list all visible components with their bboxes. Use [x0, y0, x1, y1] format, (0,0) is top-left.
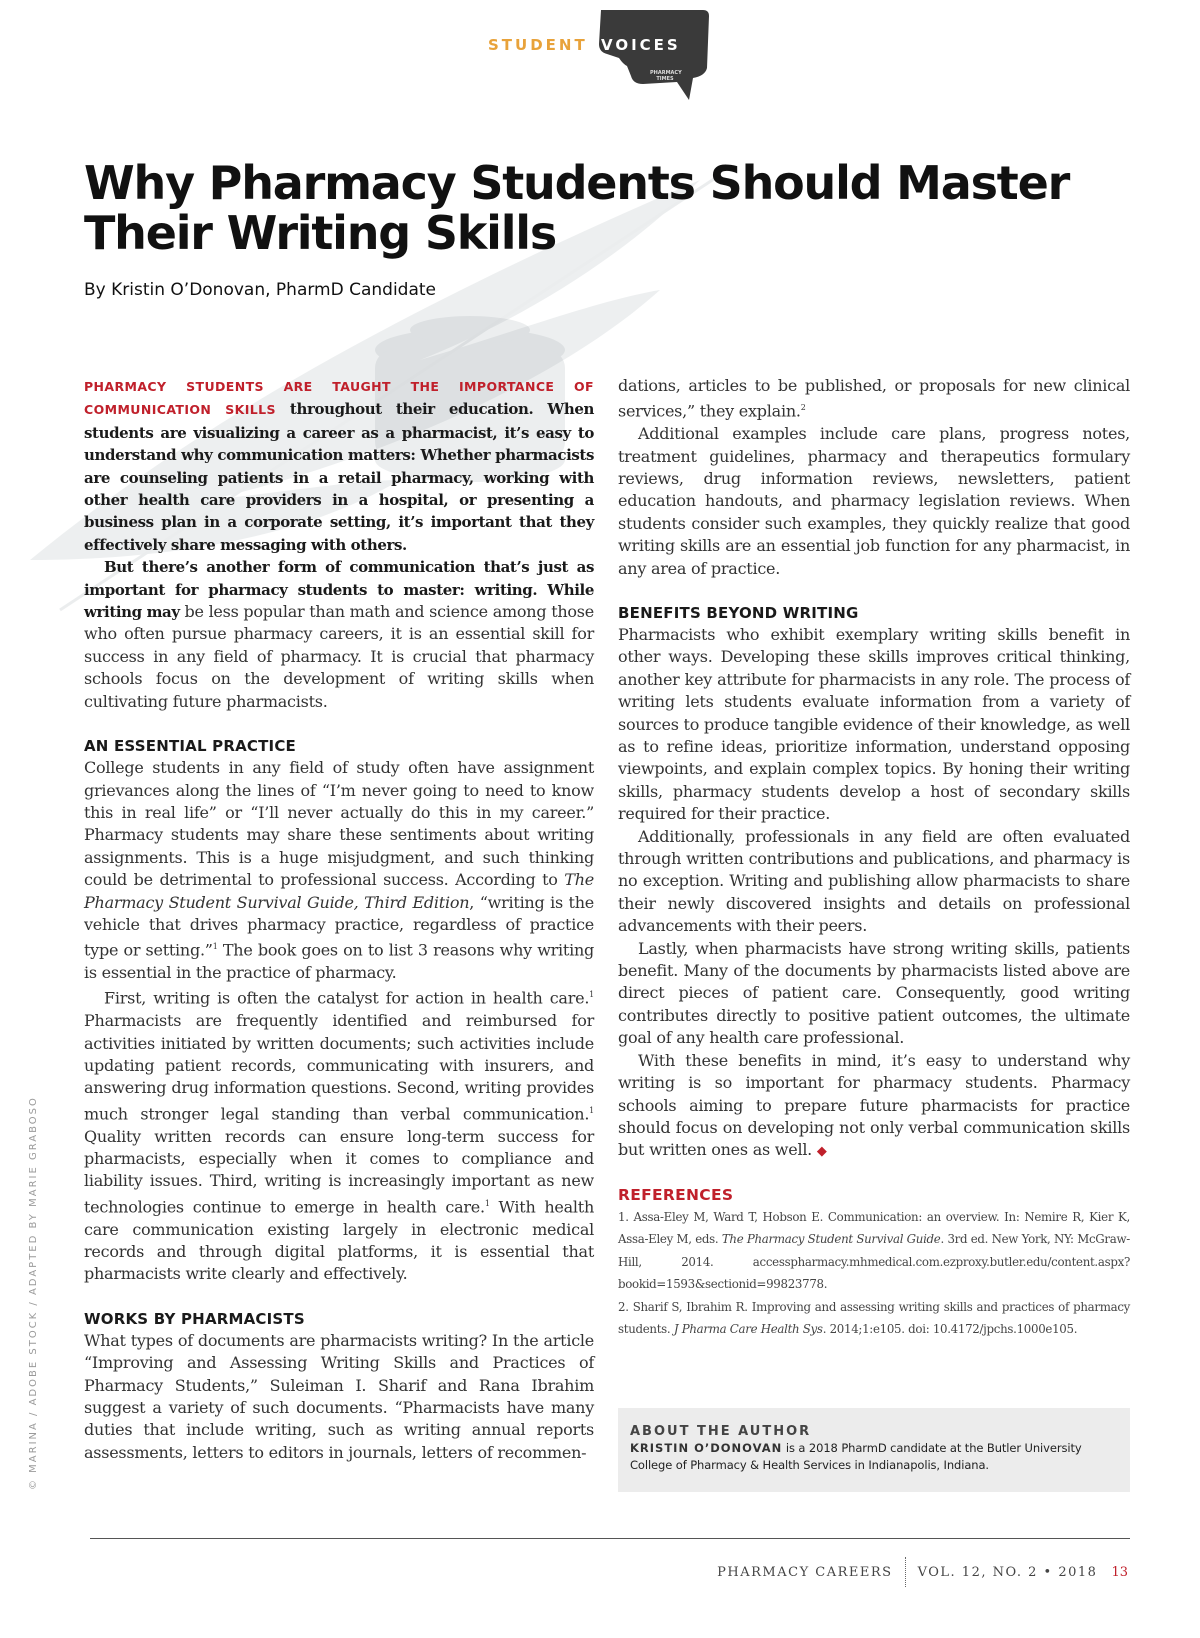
author-name: KRISTIN O’DONOVAN — [630, 1441, 783, 1455]
about-the-author-box — [618, 1408, 1130, 1492]
paragraph: Additionally, professionals in any field are often evaluated through written contributions and publications, and pharmacy is no exception. Writing and publishing allow pharmacists to share their newly discovered insights and details on professional advancements with their peers. — [618, 826, 1130, 936]
end-mark-icon: ◆ — [816, 1144, 827, 1160]
page-footer — [717, 1557, 1128, 1587]
book-title: The Pharmacy Student Survival Guide, Third Edition — [84, 870, 594, 912]
citation: 1 — [589, 1105, 594, 1115]
citation: 2 — [800, 403, 806, 413]
magazine-name: PHARMACY CAREERS — [717, 1564, 893, 1580]
section-heading-works: WORKS BY PHARMACISTS — [84, 1309, 305, 1328]
paragraph: With these benefits in mind, it’s easy to understand why writing is so important for pharmacy students. Pharmacy schools aiming to prepare future pharmacists for practice should focus on developing not only verbal communication skills but written ones as well. ◆ — [618, 1050, 1130, 1160]
citation: 1 — [589, 990, 594, 1000]
footer-separator — [905, 1557, 906, 1587]
footer-divider — [90, 1538, 1130, 1539]
paragraph: Lastly, when pharmacists have strong writing skills, patients benefit. Many of the documents by pharmacists listed above are direct pieces of patient care. Consequently, good writing contributes directly to positive patient outcomes, the ultimate goal of any health care professional. — [618, 938, 1130, 1048]
section-heading-benefits: BENEFITS BEYOND WRITING — [618, 603, 859, 622]
citation: 1 — [212, 942, 218, 952]
section-label-student: STUDENT — [488, 36, 588, 54]
paragraph: Pharmacists who exhibit exemplary writing skills benefit in other ways. Developing these skills improves critical thinking, another key attribute for pharmacists in any role. The process of writing lets students evaluate information from a variety of sources to produce tangible evidence of their knowledge, as well as to refine ideas, prioritize information, understand opposing viewpoints, and explain complex topics. By honing their writing skills, pharmacy students develop a host of secondary skills required for their practice. — [618, 624, 1130, 824]
article-title: Why Pharmacy Students Should Master Their Writing Skills — [84, 156, 1070, 260]
issue-info: VOL. 12, NO. 2 • 2018 — [917, 1564, 1098, 1580]
right-column — [618, 375, 1130, 1341]
image-credit: © MARINA / ADOBE STOCK / ADAPTED BY MARIE GRABOSO — [28, 1096, 39, 1490]
paragraph: Additional examples include care plans, progress notes, treatment guidelines, pharmacy and therapeutics formulary reviews, drug information reviews, newsletters, patient education handouts, and pharmacy legislation reviews. When students consider such examples, they quickly realize that good writing skills are an essential job function for any pharmacist, in any area of practice. — [618, 424, 1130, 578]
pharmacy-times-logo: PHARMACY TIMES — [650, 70, 682, 82]
citation: 1 — [484, 1198, 490, 1208]
student-voices-badge — [488, 0, 718, 110]
author-bio: KRISTIN O’DONOVAN is a 2018 PharmD candidate at the Butler University College of Pharmacy & Health Services in Indianapolis, Indiana. — [630, 1441, 1082, 1472]
section-heading-essential: AN ESSENTIAL PRACTICE — [84, 737, 296, 756]
reference-item: 2. Sharif S, Ibrahim R. Improving and assessing writing skills and practices of pharmacy students. J Pharma Care Health Sys. 2014;1:e105. doi: 10.4172/jpchs.1000e105. — [618, 1299, 1130, 1337]
lead-paragraph: PHARMACY STUDENTS ARE TAUGHT THE IMPORTANCE OF COMMUNICATION SKILLS throughout their education. When students are visualizing a career as a pharmacist, it’s easy to understand why communication matters: Whether pharmacists are counseling patients in a retail pharmacy, working with other health care providers in a hospital, or presenting a business plan in a corporate setting, it’s important that they effectively share messaging with others. — [84, 379, 594, 554]
section-label-voices: VOICES — [601, 36, 681, 54]
paragraph: First, writing is often the catalyst for action in health care.$^1$ Pharmacists are frequently identified and reimbursed for activities initiated by written documents; such activities include updating patient records, communicating with insurers, and answering drug information questions. Second, writing provides much stronger legal standing than verbal communication.$^1$ Quality written records can ensure long-term success for pharmacists, especially when it comes to compliance and liability issues. Third, writing is increasingly important as new technologies continue to emerge in health care.$^1$ With health care communication existing largely in electronic medical records and through digital platforms, it is essential that pharmacists write clearly and effectively. — [84, 988, 595, 1284]
reference-item: 1. Assa-Eley M, Ward T, Hobson E. Communication: an overview. In: Nemire R, Kier K, Assa-Eley M, eds. The Pharmacy Student Survival Guide. 3rd ed. New York, NY: McGraw-Hill, 2014. accesspharmacy.mhmedical.com.ezproxy.butler.edu/content.aspx?bookid=1593&sectionid=99823778. — [618, 1209, 1130, 1292]
page-number: 13 — [1111, 1564, 1128, 1580]
paragraph: What types of documents are pharmacists writing? In the article “Improving and Assessing Writing Skills and Practices of Pharmacy Students,” Suleiman I. Sharif and Rana Ibrahim suggest a variety of such documents. “Pharmacists have many duties that include writing, such as writing annual reports assessments, letters to editors in journals, letters of recommen- — [84, 1330, 594, 1462]
left-column — [84, 375, 594, 1464]
paragraph: College students in any field of study often have assignment grievances along the lines of “I’m never going to need to know this in real life” or “I’ll never actually do this in my career.” Pharmacy students may share these sentiments about writing assignments. This is a huge misjudgment, and such thinking could be detrimental to professional success. According to The Pharmacy Student Survival Guide, Third Edition, “writing is the vehicle that drives pharmacy practice, regardless of practice type or setting.”$^1$ The book goes on to list 3 reasons why writing is essential in the practice of pharmacy. — [84, 758, 595, 983]
author-box-heading: ABOUT THE AUTHOR — [630, 1424, 812, 1439]
byline: By Kristin O’Donovan, PharmD Candidate — [84, 280, 437, 300]
paragraph: dations, articles to be published, or proposals for new clinical services,” they explain.$^2$ — [618, 376, 1130, 421]
paragraph: But there’s another form of communication that’s just as important for pharmacy students to master: writing. While writing may be less popular than math and science among those who often pursue pharmacy careers, it is an essential skill for success in any field of pharmacy. It is crucial that pharmacy schools focus on the development of writing skills when cultivating future pharmacists. — [84, 558, 594, 711]
references-heading: REFERENCES — [618, 1185, 734, 1204]
speech-head-icon — [593, 6, 711, 104]
lead-kicker: PHARMACY STUDENTS ARE TAUGHT THE IMPORTANCE OF COMMUNICATION SKILLS — [84, 379, 594, 418]
